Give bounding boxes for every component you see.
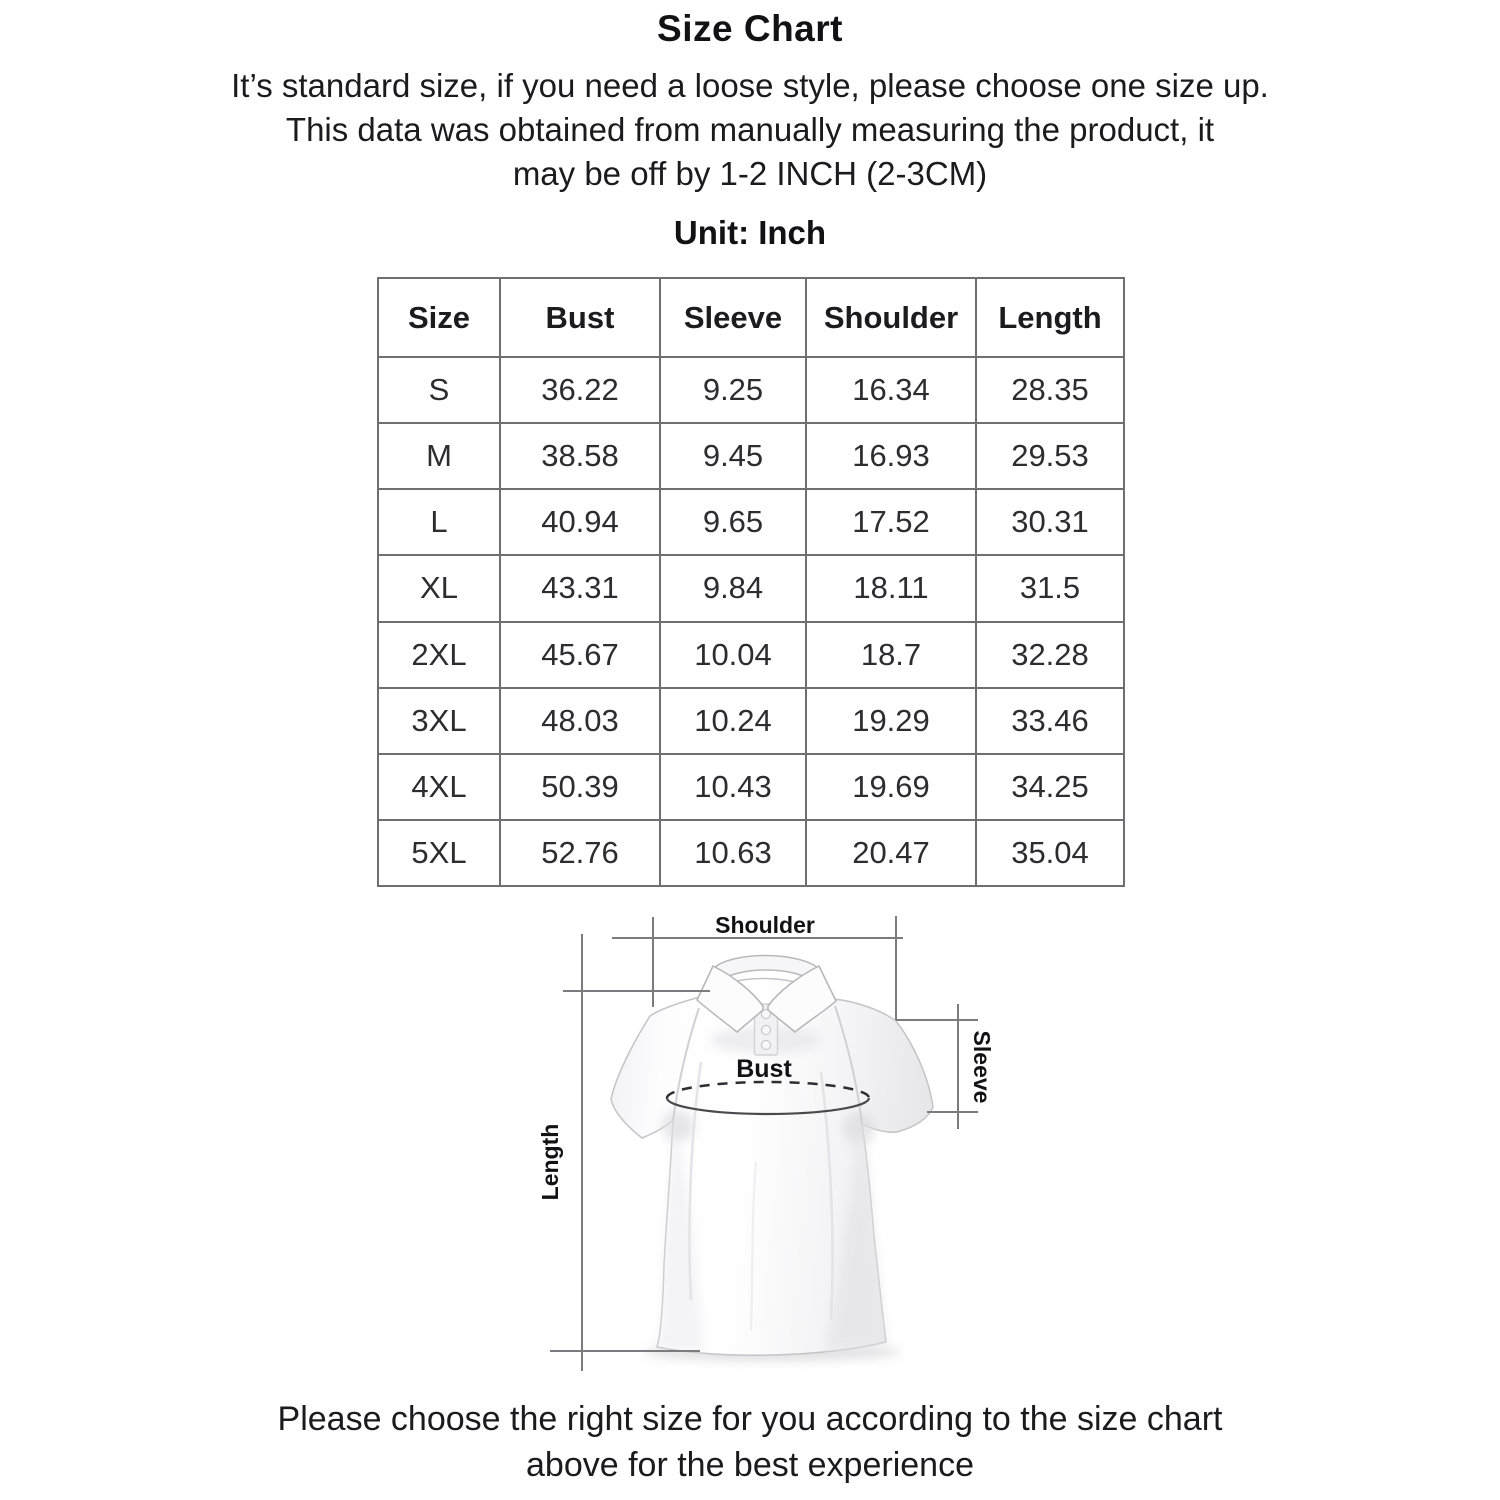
size-table [377,277,1125,887]
table-row [378,820,1124,886]
footer-note [0,1396,1500,1488]
underarm-shadow-left [662,1110,694,1142]
table-row [378,423,1124,489]
button [762,1041,771,1050]
measurement-cell: 30.31 [976,489,1124,555]
size-cell: L [378,489,500,555]
size-cell: M [378,423,500,489]
page-title: Size Chart [657,8,843,49]
measurement-cell: 16.93 [806,423,976,489]
measurement-cell: 34.25 [976,754,1124,820]
sleeve-label: Sleeve [969,1030,995,1104]
size-cell: S [378,357,500,423]
measurement-cell: 10.04 [660,622,806,688]
measurement-cell: 29.53 [976,423,1124,489]
size-note [0,64,1500,196]
size-note-line-3: may be off by 1-2 INCH (2-3CM) [512,155,988,192]
measurement-cell: 45.67 [500,622,660,688]
measurement-cell: 28.35 [976,357,1124,423]
measurement-cell: 19.29 [806,688,976,754]
measurement-cell: 32.28 [976,622,1124,688]
column-header-shoulder: Shoulder [806,278,976,357]
measurement-cell: 19.69 [806,754,976,820]
size-note-line-2: This data was obtained from manually measuring the product, it [285,111,1215,148]
footer-line-1: Please choose the right size for you according to the size chart [277,1400,1223,1438]
measurement-cell: 33.46 [976,688,1124,754]
measurement-cell: 52.76 [500,820,660,886]
table-header-row [378,278,1124,357]
table-row [378,555,1124,621]
column-header-size: Size [378,278,500,357]
unit-label: Unit: Inch [673,214,827,251]
measurement-cell: 18.11 [806,555,976,621]
footer-line-2: above for the best experience [526,1446,974,1484]
table-row [378,754,1124,820]
size-cell: 5XL [378,820,500,886]
measurement-cell: 38.58 [500,423,660,489]
shirt-measurement-diagram [535,898,1015,1390]
size-cell: 3XL [378,688,500,754]
measurement-cell: 10.43 [660,754,806,820]
measurement-cell: 9.25 [660,357,806,423]
button [762,1026,771,1035]
measurement-cell: 18.7 [806,622,976,688]
measurement-cell: 50.39 [500,754,660,820]
measurement-cell: 9.45 [660,423,806,489]
measurement-cell: 9.84 [660,555,806,621]
shoulder-label: Shoulder [715,912,815,938]
measurement-cell: 9.65 [660,489,806,555]
measurement-cell: 20.47 [806,820,976,886]
measurement-cell: 43.31 [500,555,660,621]
measurement-cell: 40.94 [500,489,660,555]
size-table-header [378,278,1124,357]
polo-shirt-illustration [611,956,933,1362]
column-header-bust: Bust [500,278,660,357]
measurement-cell: 35.04 [976,820,1124,886]
table-row [378,357,1124,423]
underarm-shadow-right [843,1112,875,1144]
size-cell: 4XL [378,754,500,820]
column-header-length: Length [976,278,1124,357]
length-label: Length [537,1123,563,1201]
measurement-cell: 17.52 [806,489,976,555]
size-cell: 2XL [378,622,500,688]
size-note-line-1: It’s standard size, if you need a loose style, please choose one size up. [231,67,1269,104]
measurement-cell: 16.34 [806,357,976,423]
table-row [378,489,1124,555]
bust-label: Bust [736,1055,792,1083]
table-row [378,688,1124,754]
size-cell: XL [378,555,500,621]
measurement-cell: 31.5 [976,555,1124,621]
measurement-cell: 10.63 [660,820,806,886]
measurement-cell: 48.03 [500,688,660,754]
measurement-cell: 36.22 [500,357,660,423]
measurement-cell: 10.24 [660,688,806,754]
table-row [378,622,1124,688]
column-header-sleeve: Sleeve [660,278,806,357]
